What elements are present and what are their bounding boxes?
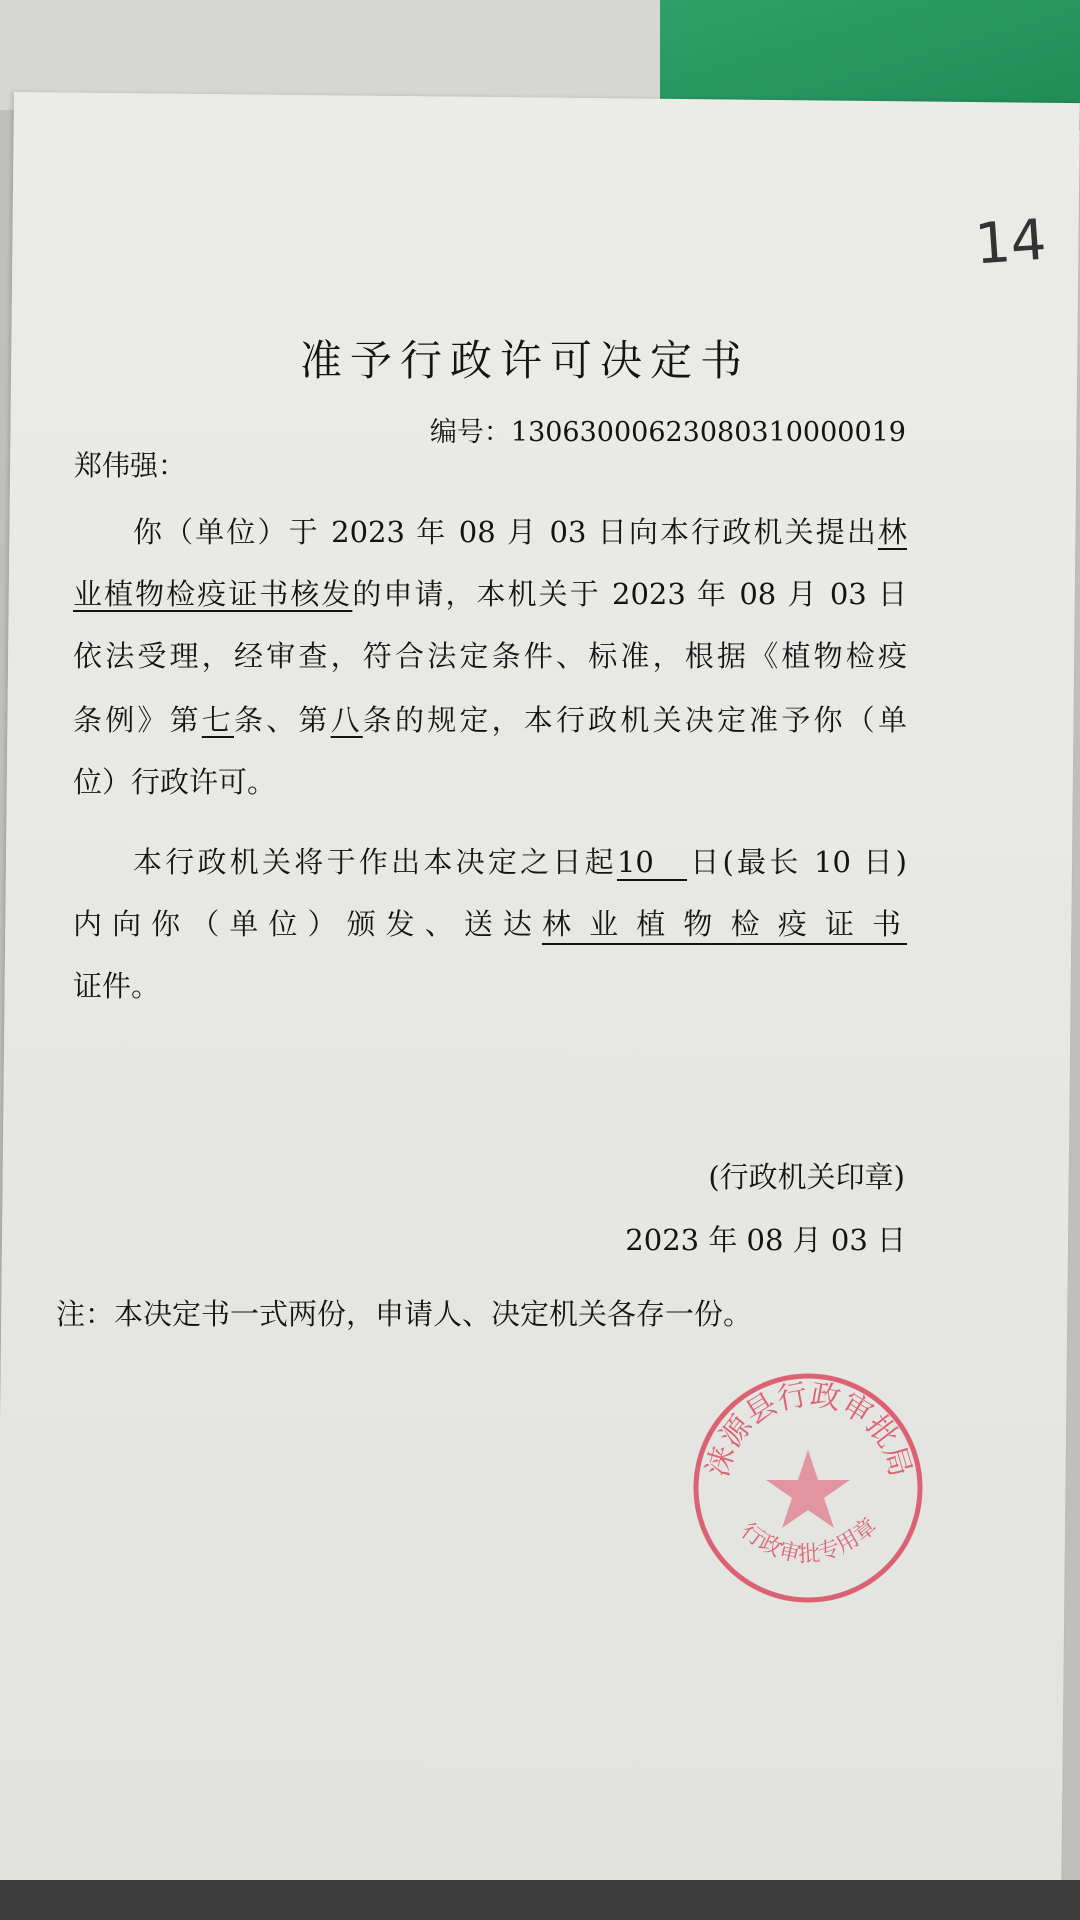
- paragraph-2-line-3: 证件。: [73, 969, 161, 1003]
- footnote: 注：本决定书一式两份，申请人、决定机关各存一份。: [56, 1297, 753, 1331]
- underlined-text: 七: [201, 703, 234, 737]
- text: 条例》第: [73, 703, 202, 737]
- document-number-value: 13063000623080310000019: [510, 417, 906, 448]
- paragraph-1-line-1: [73, 510, 907, 551]
- paragraph-2-line-2: [73, 902, 907, 945]
- text: 你（单位）于 2023 年 08 月 03 日向本行政机关提出: [133, 515, 878, 549]
- text: 日(最长 10 日): [686, 845, 907, 879]
- text: 本行政机关将于作出本决定之日起: [133, 845, 617, 879]
- stamp-outer-text: 涞源县行政审批局: [700, 1377, 918, 1481]
- seal-caption: (行政机关印章): [708, 1160, 905, 1194]
- text: 条、第: [234, 703, 331, 737]
- star-icon: [766, 1450, 850, 1528]
- text: 内向你（单位）颁发、送达: [73, 907, 542, 941]
- underlined-text: 林: [877, 515, 907, 549]
- svg-text:行政审批专用章: [736, 1514, 882, 1568]
- text: 的申请，本机关于 2023 年 08 月 03 日: [352, 577, 907, 611]
- recipient: 郑伟强：: [74, 449, 187, 482]
- text: 条的规定，本行政机关决定准予你（单: [362, 703, 907, 737]
- paragraph-1-line-2: [73, 572, 907, 613]
- document-number-label: 编号：: [429, 417, 511, 448]
- handwritten-page-number: 14: [972, 207, 1049, 278]
- document-title: 准予行政许可决定书: [300, 336, 751, 385]
- paragraph-1-line-3: 依法受理，经审查，符合法定条件、标准，根据《植物检疫: [73, 639, 907, 673]
- paragraph-1-line-4: [73, 698, 907, 739]
- bottom-edge: [0, 1880, 1080, 1920]
- underlined-text: 业植物检疫证书核发: [73, 577, 353, 611]
- stamp-inner-text: 行政审批专用章: [736, 1513, 882, 1568]
- certificate-name: 林业植物检疫证书: [542, 902, 907, 945]
- paragraph-2-line-1: [73, 840, 907, 881]
- decision-date: 2023 年 08 月 03 日: [625, 1223, 906, 1257]
- official-seal-stamp: [690, 1370, 926, 1606]
- document-number: [430, 410, 906, 449]
- days-value: 10: [617, 845, 687, 881]
- paragraph-1-line-5: 位）行政许可。: [73, 765, 277, 799]
- underlined-text: 八: [330, 703, 363, 737]
